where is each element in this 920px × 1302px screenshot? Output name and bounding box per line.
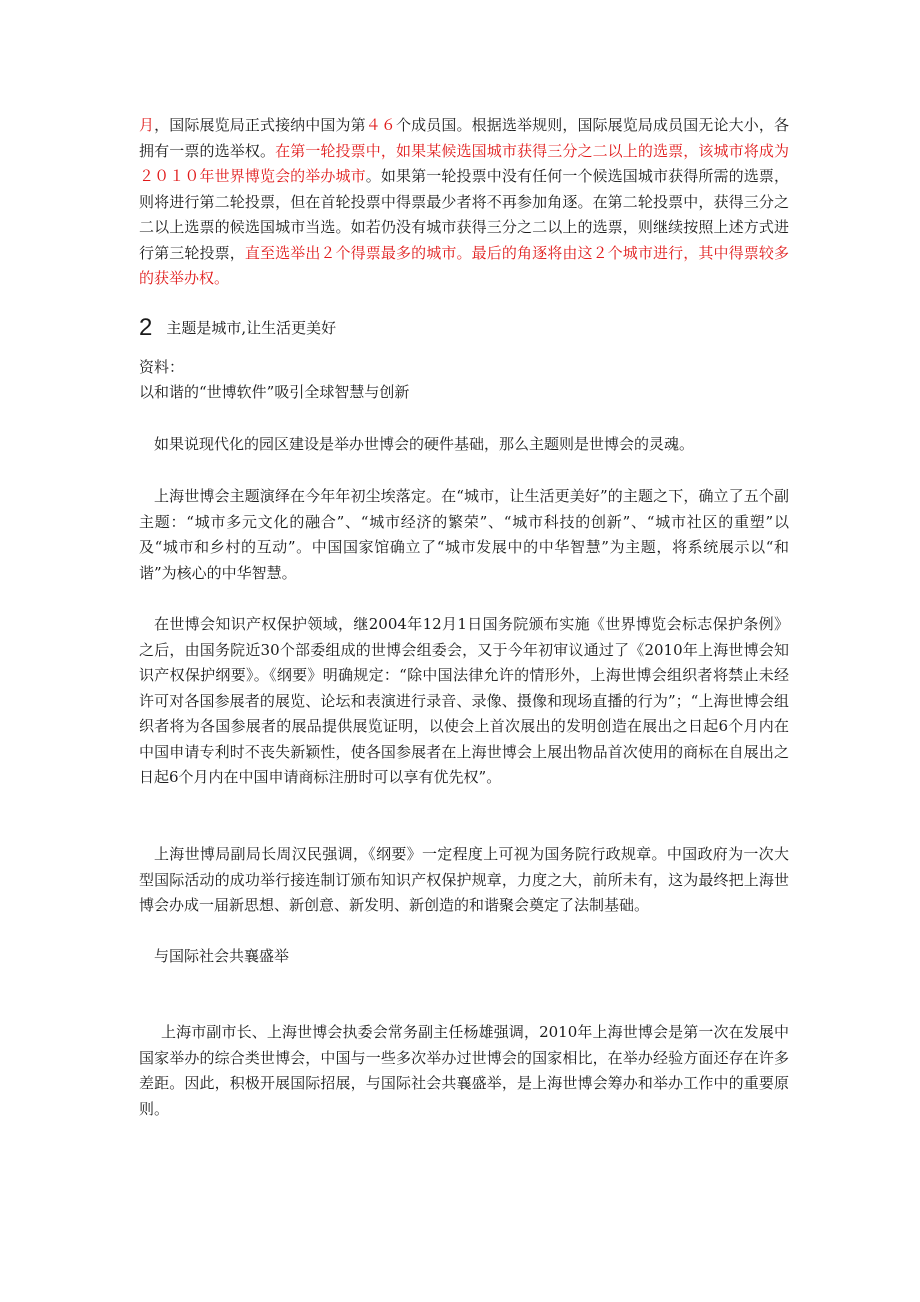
source-title: 以和谐的“世博软件”吸引全球智慧与创新: [139, 383, 410, 401]
paragraph-1: 如果说现代化的园区建设是举办世博会的硬件基础，那么主题则是世博会的灵魂。: [154, 435, 695, 453]
intro-part-6: 直至选举出２个得票最多的城市。最后的角逐将由这２个城市进行，其中得票较多的获举办权。: [139, 243, 789, 287]
intro-part-0: 月: [139, 116, 155, 134]
intro-part-3: 个成员国。根据选举规则，国际展览局成员国无论大小，各拥有一票的选举权。: [139, 116, 789, 160]
section-heading: [139, 314, 789, 342]
paragraph-4: 上海世博局副局长周汉民强调，《纲要》一定程度上可视为国务院行政规章。中国政府为一次大型国际活动的成功举行接连制订颁布知识产权保护规章，力度之大，前所未有，这为最终把上海世博会办成一届新思想、新创意、新发明、新创造的和谐聚会奠定了法制基础。: [139, 845, 789, 914]
paragraph-2: 上海世博会主题演绎在今年年初尘埃落定。在“城市，让生活更美好”的主题之下，确立了五个副主题：“城市多元文化的融合”、“城市经济的繁荣”、“城市科技的创新”、“城市社区的重塑”以及“城市和乡村的互动”。中国国家馆确立了“城市发展中的中华智慧”为主题，将系统展示以“和谐”为核心的中华智慧。: [139, 487, 789, 582]
subheading: 与国际社会共襄盛举: [154, 947, 290, 965]
intro-part-2: ４６: [365, 116, 397, 134]
intro-part-5: 。如果第一轮投票中没有任何一个候选国城市获得所需的选票，则将进行第二轮投票，但在首轮投票中得票最少者将不再参加角逐。在第二轮投票中，获得三分之二以上选票的候选国城市当选。如若仍没有城市获得三分之二以上的选票，则继续按照上述方式进行第三轮投票，: [139, 167, 789, 262]
intro-part-4: 在第一轮投票中，如果某候选国城市获得三分之二以上的选票，该城市将成为２０１０年世界博览会的举办城市: [139, 141, 789, 185]
section-title: 主题是城市,让生活更美好: [166, 319, 337, 337]
source-label: 资料：: [139, 358, 185, 376]
intro-part-1: ，国际展览局正式接纳中国为第: [154, 116, 366, 134]
intro-paragraph: [139, 113, 789, 292]
paragraph-3: 在世博会知识产权保护领域，继2004年12月1日国务院颁布实施《世界博览会标志保护条例》之后，由国务院近30个部委组成的世博会组委会，又于今年初审议通过了《2010年上海世博会知识产权保护纲要》。《纲要》明确规定：“除中国法律允许的情形外，上海世博会组织者将禁止未经许可对各国参展者的展览、论坛和表演进行录音、录像、摄像和现场直播的行为”；“上海世博会组织者将为各国参展者的展品提供展览证明，以使会上首次展出的发明创造在展出之日起6个月内在中国申请专利时不丧失新颖性，使各国参展者在上海世博会上展出物品首次使用的商标在自展出之日起6个月内在中国申请商标注册时可以享有优先权”。: [139, 615, 789, 786]
final-paragraph: 上海市副市长、上海世博会执委会常务副主任杨雄强调，2010年上海世博会是第一次在发展中国家举办的综合类世博会，中国与一些多次举办过世博会的国家相比，在举办经验方面还存在许多差距。因此，积极开展国际招展，与国际社会共襄盛举，是上海世博会筹办和举办工作中的重要原则。: [139, 1023, 789, 1118]
section-number: 2: [139, 314, 153, 341]
